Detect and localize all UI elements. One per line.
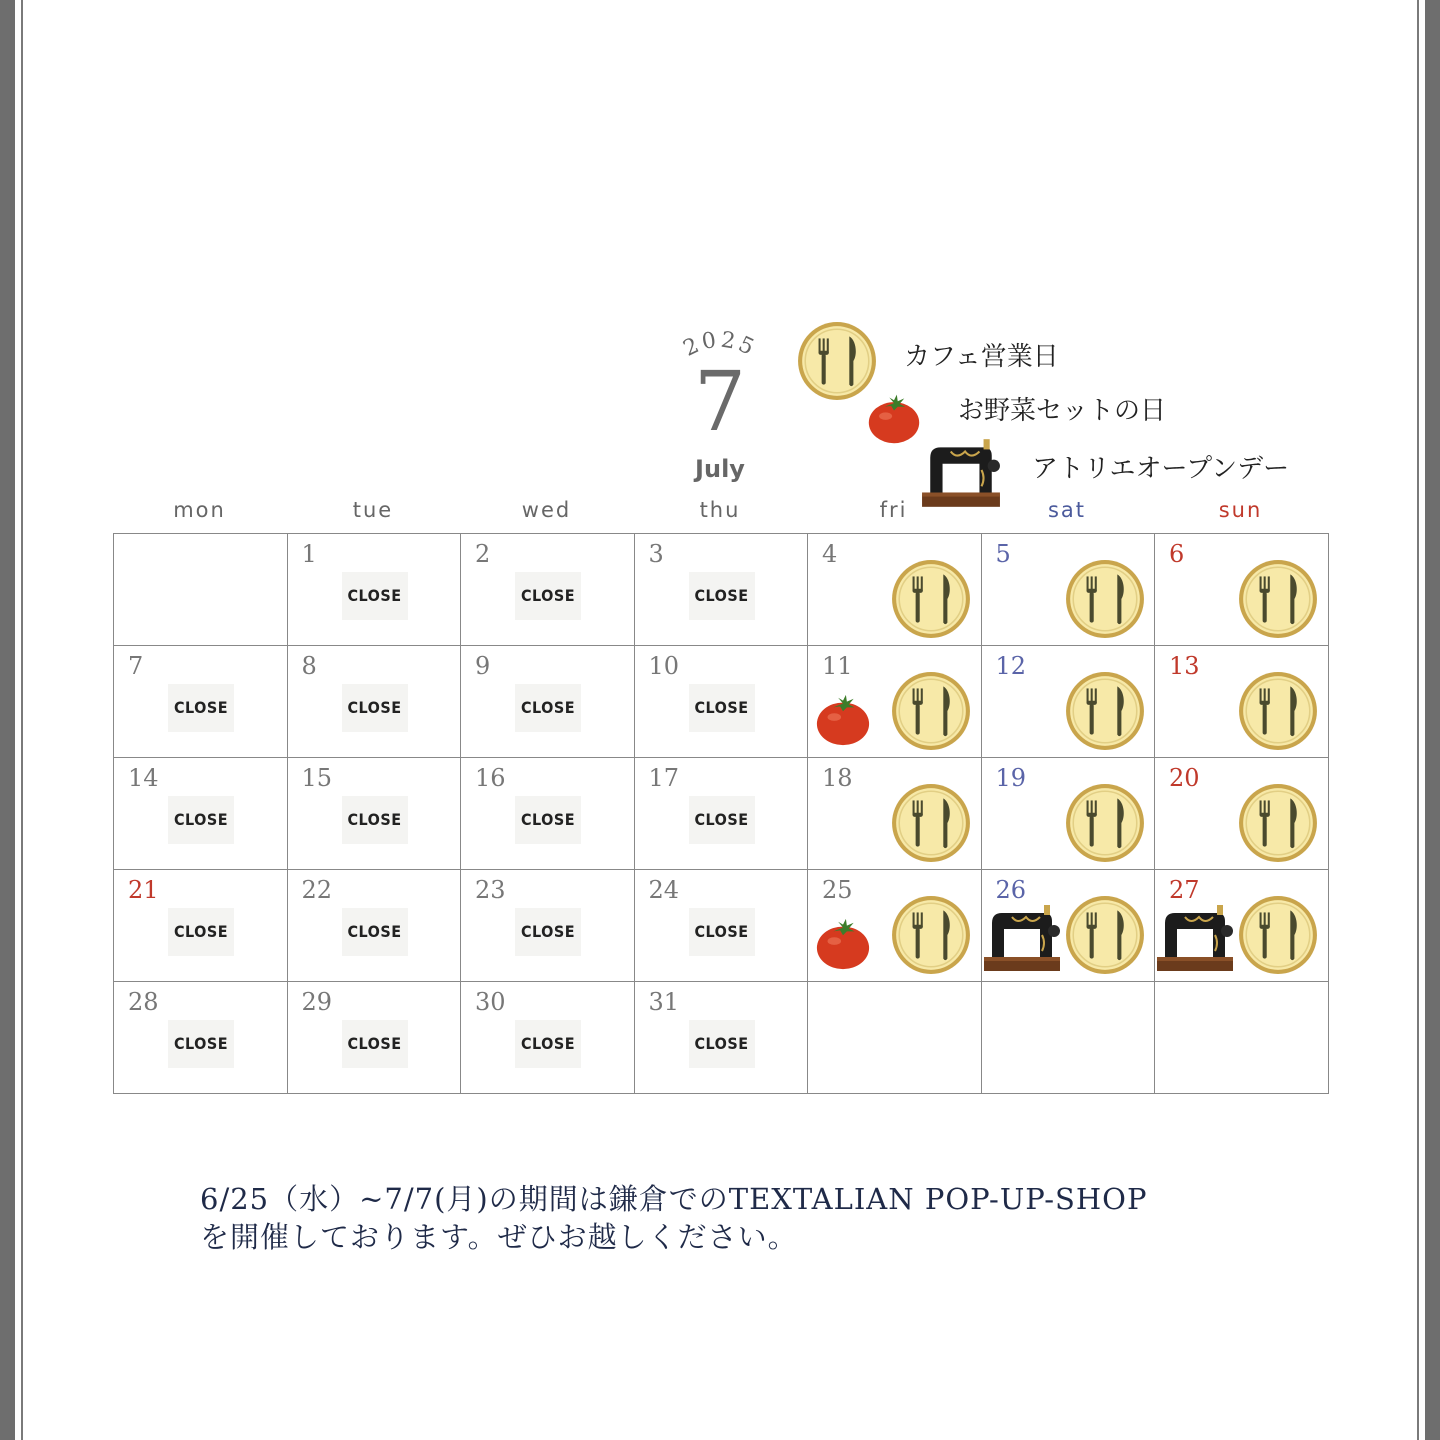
day-number: 16 — [475, 764, 506, 792]
day-number: 1 — [301, 540, 317, 568]
day-cell-7 — [114, 646, 288, 758]
year-text: 2025 — [679, 327, 761, 362]
close-label: CLOSE — [342, 1020, 408, 1068]
weekday-tue: tue — [352, 498, 394, 522]
close-label: CLOSE — [515, 1020, 581, 1068]
day-number: 23 — [475, 876, 506, 904]
day-number: 11 — [822, 652, 853, 680]
notice-line-1: 6/25（水）~7/7(月)の期間は鎌倉でのTEXTALIAN POP-UP-SHOP — [200, 1182, 1148, 1216]
day-number: 20 — [1169, 764, 1200, 792]
day-cell-12 — [982, 646, 1156, 758]
day-cell-28 — [114, 982, 288, 1094]
calendar-grid — [113, 533, 1329, 1094]
day-cell-5 — [982, 534, 1156, 646]
day-number: 26 — [995, 876, 1027, 904]
notice — [200, 1180, 1300, 1256]
day-cell-19 — [982, 758, 1156, 870]
day-number: 27 — [1169, 876, 1200, 904]
day-cell-27 — [1155, 870, 1329, 982]
day-cell-1 — [288, 534, 462, 646]
close-label: CLOSE — [689, 1020, 755, 1068]
day-number: 29 — [301, 988, 333, 1016]
weekday-mon: mon — [173, 498, 226, 522]
day-cell-14 — [114, 758, 288, 870]
close-label: CLOSE — [515, 908, 581, 956]
close-label: CLOSE — [689, 796, 755, 844]
day-number: 14 — [128, 764, 159, 792]
day-number: 22 — [301, 876, 333, 904]
day-cell-4 — [808, 534, 982, 646]
day-cell-16 — [461, 758, 635, 870]
day-cell-8 — [288, 646, 462, 758]
close-label: CLOSE — [342, 572, 408, 620]
close-label: CLOSE — [168, 908, 234, 956]
day-number: 6 — [1169, 540, 1185, 568]
day-number: 25 — [822, 876, 853, 904]
day-number: 2 — [475, 540, 491, 568]
weekday-fri: fri — [879, 498, 908, 522]
day-cell-2 — [461, 534, 635, 646]
close-label: CLOSE — [689, 684, 755, 732]
day-cell-25 — [808, 870, 982, 982]
day-cell-20 — [1155, 758, 1329, 870]
day-number: 5 — [995, 540, 1011, 568]
day-number: 19 — [995, 764, 1027, 792]
right-frame-line — [1417, 0, 1419, 1440]
tomato-icon — [814, 914, 872, 976]
day-cell-10 — [635, 646, 809, 758]
sewing-machine-icon — [982, 898, 1062, 982]
empty-cell — [114, 534, 288, 646]
notice-line-2: を開催しております。ぜひお越しください。 — [200, 1220, 798, 1254]
month-name: July — [695, 455, 745, 483]
weekday-sun: sun — [1218, 498, 1263, 522]
close-label: CLOSE — [168, 1020, 234, 1068]
plate-icon — [1237, 894, 1319, 980]
plate-icon — [890, 558, 972, 644]
plate-icon — [1237, 670, 1319, 756]
day-number: 3 — [648, 540, 664, 568]
day-cell-15 — [288, 758, 462, 870]
close-label: CLOSE — [342, 908, 408, 956]
empty-cell — [1155, 982, 1329, 1094]
close-label: CLOSE — [515, 796, 581, 844]
tomato-icon — [814, 690, 872, 752]
weekday-sat: sat — [1047, 498, 1087, 522]
day-cell-9 — [461, 646, 635, 758]
close-label: CLOSE — [342, 796, 408, 844]
plate-icon — [890, 782, 972, 868]
day-number: 24 — [648, 876, 680, 904]
day-cell-31 — [635, 982, 809, 1094]
close-label: CLOSE — [515, 572, 581, 620]
plate-icon — [1237, 558, 1319, 644]
tomato-icon — [866, 390, 922, 450]
day-number: 18 — [822, 764, 853, 792]
day-number: 13 — [1169, 652, 1200, 680]
close-label: CLOSE — [342, 684, 408, 732]
close-label: CLOSE — [168, 684, 234, 732]
right-frame-bar — [1425, 0, 1440, 1440]
left-frame-line — [21, 0, 23, 1440]
day-cell-13 — [1155, 646, 1329, 758]
day-cell-23 — [461, 870, 635, 982]
sewing-machine-icon — [1155, 898, 1235, 982]
day-number: 10 — [648, 652, 680, 680]
month-number: 7 — [693, 355, 747, 450]
plate-icon — [1064, 894, 1146, 980]
legend-label: お野菜セットの日 — [958, 396, 1167, 426]
day-number: 21 — [128, 876, 159, 904]
plate-icon — [1064, 670, 1146, 756]
close-label: CLOSE — [689, 908, 755, 956]
day-cell-18 — [808, 758, 982, 870]
close-label: CLOSE — [168, 796, 234, 844]
plate-icon — [890, 894, 972, 980]
day-cell-30 — [461, 982, 635, 1094]
legend-label: カフェ営業日 — [904, 342, 1059, 372]
left-frame-bar — [0, 0, 15, 1440]
day-number: 30 — [475, 988, 506, 1016]
legend-label: アトリエオープンデー — [1032, 454, 1290, 484]
empty-cell — [982, 982, 1156, 1094]
day-number: 7 — [128, 652, 144, 680]
day-cell-6 — [1155, 534, 1329, 646]
plate-icon — [1237, 782, 1319, 868]
day-number: 9 — [475, 652, 491, 680]
plate-icon — [1064, 782, 1146, 868]
day-cell-21 — [114, 870, 288, 982]
day-number: 17 — [648, 764, 680, 792]
day-cell-26 — [982, 870, 1156, 982]
day-cell-17 — [635, 758, 809, 870]
day-number: 12 — [995, 652, 1027, 680]
empty-cell — [808, 982, 982, 1094]
plate-icon — [1064, 558, 1146, 644]
day-cell-11 — [808, 646, 982, 758]
weekday-wed: wed — [521, 498, 572, 522]
day-cell-24 — [635, 870, 809, 982]
close-label: CLOSE — [689, 572, 755, 620]
day-number: 28 — [128, 988, 159, 1016]
day-number: 15 — [301, 764, 333, 792]
weekday-thu: thu — [699, 498, 741, 522]
day-number: 4 — [822, 540, 838, 568]
day-number: 8 — [301, 652, 317, 680]
close-label: CLOSE — [515, 684, 581, 732]
day-cell-3 — [635, 534, 809, 646]
day-number: 31 — [648, 988, 680, 1016]
plate-icon — [890, 670, 972, 756]
day-cell-29 — [288, 982, 462, 1094]
day-cell-22 — [288, 870, 462, 982]
